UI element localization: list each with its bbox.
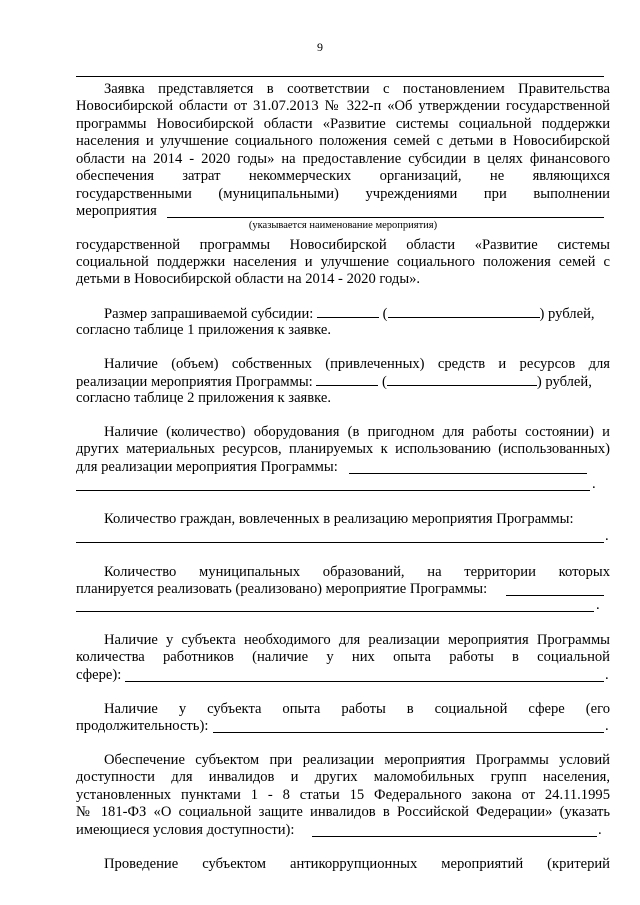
intro-line-4: населения и улучшение социального положения семей с детьми в Новосибирской: [76, 133, 610, 149]
own-funds-line-1: Наличие (объем) собственных (привлеченных) средств и ресурсов для: [104, 356, 610, 372]
accessibility-line-4: № 181-ФЗ «О социальной защите инвалидов в Российской Федерации» (указать: [76, 804, 610, 820]
workers-end-period: .: [605, 667, 609, 683]
equipment-end-period: .: [592, 476, 596, 492]
subsidy-currency: ) рублей,: [539, 306, 595, 322]
workers-field[interactable]: [125, 681, 604, 682]
top-rule: [76, 76, 604, 77]
intro-line-3: программы Новосибирской области «Развитие системы социальной поддержки: [76, 116, 610, 132]
equipment-field-2[interactable]: [76, 490, 590, 491]
intro-line-9: государственной программы Новосибирской области «Развитие системы: [76, 237, 610, 253]
page-number: 9: [317, 40, 323, 54]
intro-line-2: Новосибирской области от 31.07.2013 № 322-п «Об утверждении государственной: [76, 98, 610, 114]
accessibility-line-1: Обеспечение субъектом при реализации мероприятия Программы условий: [104, 752, 610, 768]
experience-line-1: Наличие у субъекта опыта работы в социальной сфере (его: [104, 701, 610, 717]
intro-line-10: социальной поддержки населения и улучшение социального положения семей с: [76, 254, 610, 270]
subsidy-label: Размер запрашиваемой субсидии:: [104, 306, 314, 322]
municipalities-field-1[interactable]: [506, 595, 604, 596]
accessibility-line-5: имеющиеся условия доступности):: [76, 822, 295, 838]
accessibility-field[interactable]: [312, 836, 597, 837]
intro-line-7: государственными (муниципальными) учреждениями при выполнении: [76, 186, 610, 202]
workers-line-1: Наличие у субъекта необходимого для реализации мероприятия Программы: [104, 632, 610, 648]
equipment-field-1[interactable]: [349, 473, 587, 474]
workers-line-2: количества работников (наличие у них опыта работы в социальной: [76, 649, 610, 665]
own-funds-currency: ) рублей,: [536, 374, 592, 390]
citizens-line-1: Количество граждан, вовлеченных в реализацию мероприятия Программы:: [104, 511, 574, 527]
experience-line-2: продолжительность):: [76, 718, 209, 734]
accessibility-line-3: установленных пунктами 1 - 8 статьи 15 Федерального закона от 24.11.1995: [76, 787, 610, 803]
own-funds-amount-field[interactable]: [316, 373, 378, 386]
subsidy-paren-open: (: [382, 306, 388, 322]
citizens-end-period: .: [605, 528, 609, 544]
own-funds-line-3: согласно таблице 2 приложения к заявке.: [76, 390, 331, 406]
intro-line-1: Заявка представляется в соответствии с постановлением Правительства: [104, 81, 610, 97]
subsidy-amount-words-field[interactable]: [388, 305, 540, 318]
own-funds-amount-words-field[interactable]: [387, 373, 537, 386]
own-funds-line-2: [76, 373, 610, 391]
own-funds-paren-open: (: [382, 374, 387, 390]
subsidy-line-1: [104, 305, 610, 323]
subsidy-amount-field[interactable]: [317, 305, 379, 318]
accessibility-end-period: .: [598, 822, 602, 838]
municipalities-end-period: .: [596, 597, 600, 613]
event-name-field[interactable]: [167, 217, 604, 218]
municipalities-line-2: планируется реализовать (реализовано) мероприятие Программы:: [76, 581, 488, 597]
citizens-field[interactable]: [76, 542, 604, 543]
event-label: мероприятия: [76, 203, 157, 219]
intro-line-5: области на 2014 - 2020 годы» на предоставление субсидии в целях финансового: [76, 151, 610, 167]
anticorruption-line-1: Проведение субъектом антикоррупционных мероприятий (критерий: [104, 856, 610, 872]
experience-field[interactable]: [213, 732, 604, 733]
intro-line-6: обеспечения затрат некоммерческих организаций, не являющихся: [76, 168, 610, 184]
equipment-line-2: других материальных ресурсов, планируемых к использованию (использованных): [76, 441, 610, 457]
event-name-caption: (указывается наименование мероприятия): [248, 220, 438, 231]
experience-end-period: .: [605, 718, 609, 734]
own-funds-label: реализации мероприятия Программы:: [76, 374, 313, 390]
accessibility-line-2: доступности для инвалидов и других маломобильных групп населения,: [76, 769, 610, 785]
workers-line-3: сфере):: [76, 667, 122, 683]
equipment-line-1: Наличие (количество) оборудования (в пригодном для работы состоянии) и: [104, 424, 610, 440]
subsidy-line-2: согласно таблице 1 приложения к заявке.: [76, 322, 331, 338]
municipalities-line-1: Количество муниципальных образований, на территории которых: [104, 564, 610, 580]
municipalities-field-2[interactable]: [76, 611, 594, 612]
equipment-line-3: для реализации мероприятия Программы:: [76, 459, 338, 475]
intro-line-11: детьми в Новосибирской области на 2014 - 2020 годы».: [76, 271, 421, 287]
